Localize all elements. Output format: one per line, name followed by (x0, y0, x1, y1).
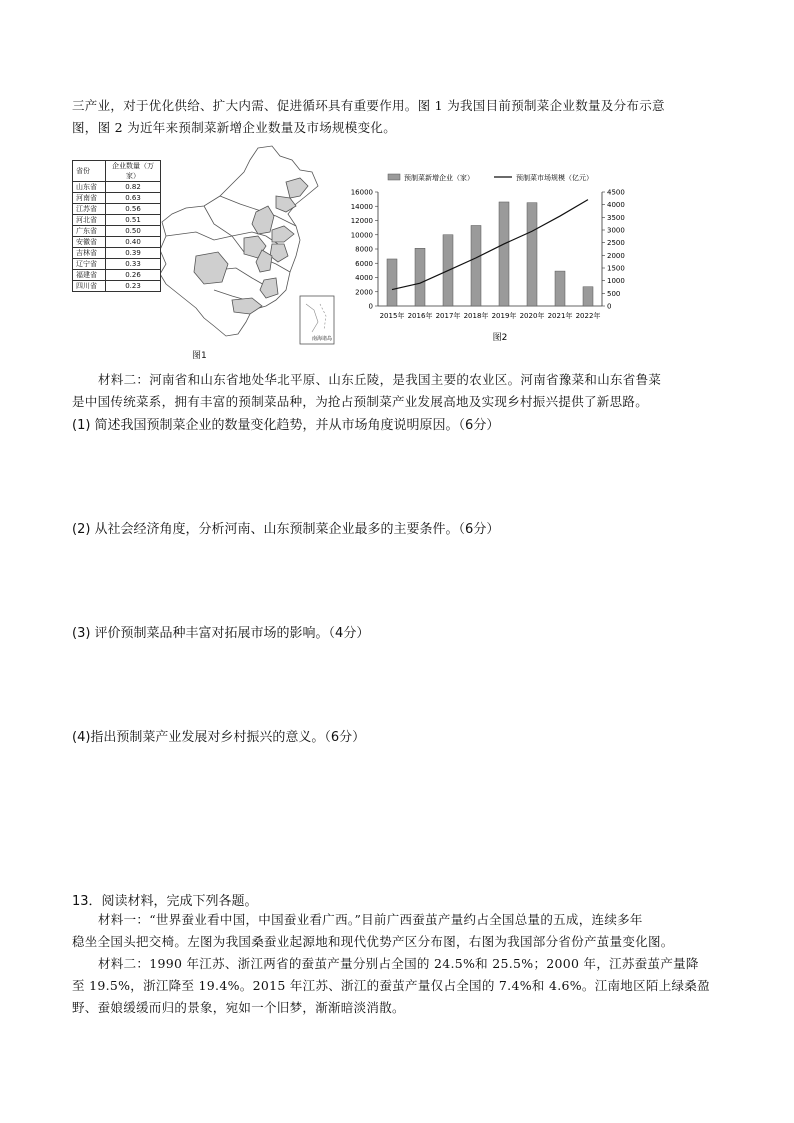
question-3: (3) 评价预制菜品种丰富对拓展市场的影响。（4分） (72, 626, 370, 641)
table-row (73, 182, 161, 193)
province-count: 0.51 (106, 215, 161, 226)
province-count: 0.56 (106, 204, 161, 215)
q13-line-5: 野、蚕娘缓缓而归的景象，宛如一个旧梦，渐渐暗淡消散。 (72, 1000, 405, 1015)
table-row (73, 193, 161, 204)
question-4: (4)指出预制菜产业发展对乡村振兴的意义。（6分） (72, 730, 366, 745)
legend-line-label: 预制菜市场规模（亿元） (516, 174, 593, 182)
table-row (73, 248, 161, 259)
right-tick-label: 1000 (607, 277, 625, 286)
table-row (73, 281, 161, 292)
left-tick-label: 10000 (350, 231, 373, 240)
left-tick-label: 8000 (355, 245, 373, 254)
province-name: 吉林省 (73, 248, 106, 259)
province-count: 0.23 (106, 281, 161, 292)
province-count: 0.63 (106, 193, 161, 204)
table-row (73, 204, 161, 215)
intro-line-1: 三产业，对于优化供给、扩大内需、促进循环具有重要作用。图 1 为我国目前预制菜企业数量及分布示意 (72, 98, 665, 113)
q13-line-1: 材料一：“世界蚕业看中国，中国蚕业看广西。”目前广西蚕茧产量约占全国总量的五成，连续多年 (98, 912, 643, 927)
right-tick-label: 2000 (607, 251, 625, 260)
left-tick-label: 4000 (355, 274, 373, 282)
table-row (73, 259, 161, 270)
question-1: (1) 简述我国预制菜企业的数量变化趋势，并从市场角度说明原因。（6分） (72, 418, 500, 433)
table-row (73, 226, 161, 237)
category-label: 2019年 (491, 312, 517, 320)
market-chart (340, 168, 640, 354)
right-tick-label: 3500 (607, 213, 625, 222)
intro-line-2: 图，图 2 为近年来预制菜新增企业数量及市场规模变化。 (72, 120, 397, 135)
category-label: 2020年 (519, 312, 545, 320)
province-table (72, 160, 161, 292)
left-tick-label: 12000 (350, 217, 373, 225)
province-count: 0.33 (106, 259, 161, 270)
category-label: 2016年 (407, 312, 433, 320)
right-tick-label: 0 (607, 302, 612, 311)
province-count: 0.50 (106, 226, 161, 237)
right-tick-label: 4500 (607, 188, 625, 197)
province-count: 0.82 (106, 182, 161, 193)
bar (415, 248, 425, 306)
figure1-caption: 图1 (192, 351, 207, 361)
bar (555, 271, 565, 306)
material2-line-1: 材料二：河南省和山东省地处华北平原、山东丘陵，是我国主要的农业区。河南省豫菜和山东省鲁菜 (98, 372, 662, 387)
bar (583, 287, 593, 306)
province-name: 安徽省 (73, 237, 106, 248)
figure2-caption: 图2 (492, 333, 508, 343)
legend-bar-label: 预制菜新增企业（家） (404, 174, 474, 182)
right-tick-label: 1500 (607, 264, 625, 273)
right-tick-label: 3000 (607, 226, 625, 235)
category-label: 2018年 (463, 312, 489, 320)
category-label: 2017年 (435, 312, 461, 320)
q13-title: 13．阅读材料，完成下列各题。 (72, 894, 258, 909)
table-row (73, 270, 161, 281)
q13-line-3: 材料二：1990 年江苏、浙江两省的蚕茧产量分别占全国的 24.5%和 25.5%；2000 年，江苏蚕茧产量降 (98, 956, 699, 971)
province-count: 0.39 (106, 248, 161, 259)
province-name: 山东省 (73, 182, 106, 193)
legend-bar-swatch (388, 174, 400, 180)
province-count: 0.40 (106, 237, 161, 248)
left-tick-label: 6000 (355, 259, 373, 268)
table-header-row (73, 161, 161, 182)
right-tick-label: 2500 (607, 239, 625, 248)
bar (471, 225, 481, 306)
table-header-province: 省份 (73, 161, 106, 182)
material2-line-2: 是中国传统菜系，拥有丰富的预制菜品种，为抢占预制菜产业发展高地及实现乡村振兴提供了新思路。 (72, 394, 649, 409)
province-name: 福建省 (73, 270, 106, 281)
bar (527, 203, 537, 306)
province-name: 辽宁省 (73, 259, 106, 270)
question-2: (2) 从社会经济角度，分析河南、山东预制菜企业最多的主要条件。（6分） (72, 522, 500, 537)
right-tick-label: 500 (607, 289, 621, 298)
left-tick-label: 14000 (350, 202, 373, 211)
right-tick-label: 4000 (607, 201, 625, 210)
province-name: 河北省 (73, 215, 106, 226)
left-tick-label: 16000 (350, 188, 373, 197)
left-tick-label: 2000 (355, 288, 373, 297)
category-label: 2015年 (379, 312, 405, 320)
province-count: 0.26 (106, 270, 161, 281)
left-tick-label: 0 (368, 302, 373, 311)
q13-line-4: 至 19.5%，浙江降至 19.4%。2015 年江苏、浙江的蚕茧产量仅占全国的 7.4%和 4.6%。江南地区陌上绿桑盈 (72, 978, 710, 993)
province-name: 四川省 (73, 281, 106, 292)
bar (387, 259, 397, 306)
province-name: 广东省 (73, 226, 106, 237)
table-row (73, 237, 161, 248)
inset-label: 南海诸岛 (312, 336, 333, 342)
category-label: 2021年 (547, 312, 573, 320)
table-header-count: 企业数量（万家） (106, 161, 161, 182)
province-name: 河南省 (73, 193, 106, 204)
q13-line-2: 稳坐全国头把交椅。左图为我国桑蚕业起源地和现代优势产区分布图，右图为我国部分省份产茧量变化图。 (72, 934, 674, 949)
category-label: 2022年 (575, 312, 601, 320)
province-name: 江苏省 (73, 204, 106, 215)
bar (499, 202, 509, 306)
table-row (73, 215, 161, 226)
